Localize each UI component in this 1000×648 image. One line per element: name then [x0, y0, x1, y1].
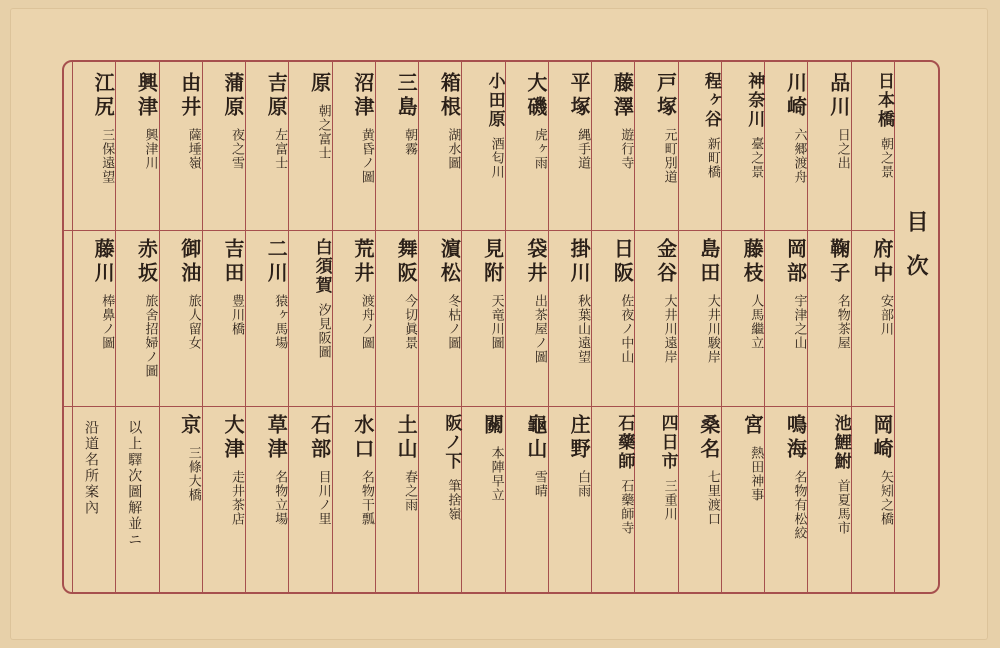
- column-divider: [288, 62, 289, 592]
- scene-title: 三保遠望: [99, 128, 115, 184]
- station-name: 由井: [177, 72, 202, 120]
- scene-title: 夜之雪: [229, 128, 245, 170]
- station-entry: [253, 414, 289, 592]
- station-entry: [469, 414, 505, 592]
- station-entry: [123, 238, 159, 408]
- station-entry: [859, 72, 892, 232]
- station-entry: [253, 72, 289, 232]
- station-entry: [815, 72, 851, 232]
- station-name: 藤枝: [740, 238, 765, 286]
- station-name: 戸塚: [653, 72, 678, 120]
- scene-title: 朝之景: [877, 137, 893, 179]
- scene-title: 熱田神事: [748, 446, 764, 502]
- column-divider: [375, 62, 376, 592]
- station-name: 二川: [264, 238, 289, 286]
- station-entry: [296, 238, 332, 408]
- station-name: 吉田: [221, 238, 246, 286]
- station-entry: [859, 414, 892, 592]
- station-entry: [772, 72, 808, 232]
- station-name: 桑名: [696, 414, 721, 462]
- column-divider: [159, 62, 160, 592]
- station-name: 見附: [480, 238, 505, 286]
- station-entry: [599, 238, 635, 408]
- station-name: 京: [177, 414, 202, 438]
- scene-title: 名物干瓢: [358, 470, 374, 526]
- station-name: 吉原: [264, 72, 289, 120]
- station-entry: [469, 72, 505, 232]
- station-entry: [80, 238, 116, 408]
- scene-title: 薩埵嶺: [185, 128, 201, 170]
- scene-title: 佐夜ノ中山: [618, 294, 634, 364]
- scene-title: 首夏馬市: [834, 479, 850, 535]
- station-entry: [513, 414, 546, 592]
- station-name: 岡部: [783, 238, 808, 286]
- scene-title: 日之出: [834, 128, 850, 170]
- station-name: 阪ノ下: [441, 414, 462, 471]
- scene-title: 三條大橋: [185, 446, 201, 502]
- station-name: 水口: [350, 414, 375, 462]
- station-name: 舞阪: [394, 238, 419, 286]
- column-divider: [634, 62, 635, 592]
- station-entry: [210, 414, 246, 592]
- column-divider: [332, 62, 333, 592]
- station-entry: [383, 414, 419, 592]
- scene-title: 人馬繼立: [748, 294, 764, 350]
- station-name: 程ヶ谷: [700, 72, 721, 129]
- station-name: 石部: [307, 414, 332, 462]
- station-entry: [426, 414, 462, 592]
- column-divider: [505, 62, 506, 592]
- station-entry: [167, 414, 200, 592]
- station-name: 藤澤: [610, 72, 635, 120]
- column-divider: [591, 62, 592, 592]
- station-name: 鳴海: [783, 414, 808, 462]
- station-name: 大磯: [523, 72, 548, 120]
- station-name: 白須賀: [311, 238, 332, 295]
- station-name: 神奈川: [744, 72, 765, 129]
- station-entry: [469, 238, 505, 408]
- station-entry: [513, 72, 546, 232]
- station-entry: [815, 238, 851, 408]
- station-name: 土山: [394, 414, 419, 462]
- station-entry: [426, 238, 462, 408]
- station-entry: [210, 72, 246, 232]
- station-name: 府中: [869, 238, 894, 286]
- station-name: 大津: [221, 414, 246, 462]
- station-name: 庄野: [567, 414, 592, 462]
- scene-title: 遊行寺: [618, 128, 634, 170]
- scene-title: 大井川駿岸: [704, 294, 720, 364]
- station-name: 平塚: [567, 72, 592, 120]
- scene-title: 酒匂川: [488, 137, 504, 179]
- scene-title: 虎ヶ雨: [531, 128, 547, 170]
- station-entry: [340, 72, 373, 232]
- station-name: 江尻: [91, 72, 116, 120]
- station-name: 興津: [134, 72, 159, 120]
- station-entry: [296, 72, 332, 232]
- station-name: 御油: [177, 238, 202, 286]
- scene-title: 旅人留女: [185, 294, 201, 350]
- scene-title: 目川ノ里: [315, 470, 331, 526]
- scene-title: 朝霧: [402, 128, 418, 156]
- column-divider: [461, 62, 462, 592]
- scene-title: 大井川遠岸: [661, 294, 677, 364]
- table-of-contents: [62, 60, 940, 594]
- scene-title: 宇津之山: [791, 294, 807, 350]
- station-name: 原: [307, 72, 332, 96]
- scene-title: 名物有松絞: [791, 470, 807, 540]
- station-entry: [383, 72, 419, 232]
- station-entry: [426, 72, 462, 232]
- station-entry: [599, 72, 635, 232]
- station-name: 藤川: [91, 238, 116, 286]
- scene-title: 縄手道: [575, 128, 591, 170]
- station-entry: [642, 238, 678, 408]
- station-name: 品川: [826, 72, 851, 120]
- station-entry: [686, 238, 719, 408]
- station-name: 池鯉鮒: [830, 414, 851, 471]
- station-entry: [815, 414, 851, 592]
- scene-title: 名物茶屋: [834, 294, 850, 350]
- scene-title: 白雨: [575, 470, 591, 498]
- station-entry: [686, 414, 719, 592]
- station-name: 四日市: [657, 414, 678, 471]
- station-name: 荒井: [350, 238, 375, 286]
- station-entry: [556, 238, 592, 408]
- station-name: 小田原: [484, 72, 505, 129]
- station-name: 掛川: [567, 238, 592, 286]
- station-name: 濵松: [437, 238, 462, 286]
- scene-title: 湖水圖: [445, 128, 461, 170]
- scene-title: 今切眞景: [402, 294, 418, 350]
- station-name: 宮: [740, 414, 765, 438]
- station-entry: [729, 238, 765, 408]
- scene-title: 渡舟ノ圖: [358, 294, 374, 350]
- station-entry: [599, 414, 635, 592]
- scene-title: 黄昏ノ圖: [358, 128, 374, 184]
- station-name: 金谷: [653, 238, 678, 286]
- scene-title: 元町別道: [661, 128, 677, 184]
- station-entry: [123, 72, 159, 232]
- appendix-note: 沿道名所案內: [83, 420, 99, 516]
- station-name: 沼津: [350, 72, 375, 120]
- scene-title: 六郷渡舟: [791, 128, 807, 184]
- station-name: 日本橋: [873, 72, 894, 129]
- column-divider: [548, 62, 549, 592]
- scene-title: 臺之景: [748, 137, 764, 179]
- appendix-note: 以上驛次圖解並ニ: [126, 420, 143, 548]
- station-name: 岡崎: [869, 414, 894, 462]
- station-entry: [340, 414, 373, 592]
- scene-title: 左富士: [272, 128, 288, 170]
- column-divider: [72, 62, 73, 592]
- column-divider: [202, 62, 203, 592]
- station-name: 石藥師: [614, 414, 635, 471]
- station-entry: [729, 72, 765, 232]
- station-entry: [383, 238, 419, 408]
- station-entry: [859, 238, 892, 408]
- scene-title: 新町橋: [704, 137, 720, 179]
- station-entry: [80, 72, 116, 232]
- station-entry: [210, 238, 246, 408]
- station-name: 日阪: [610, 238, 635, 286]
- station-entry: [556, 72, 592, 232]
- station-name: 三島: [394, 72, 419, 120]
- station-entry: [642, 414, 678, 592]
- station-name: 袋井: [523, 238, 548, 286]
- column-divider: [721, 62, 722, 592]
- scene-title: 走井茶店: [229, 470, 245, 526]
- column-divider: [807, 62, 808, 592]
- station-name: 草津: [264, 414, 289, 462]
- scene-title: 猿ヶ馬場: [272, 294, 288, 350]
- scene-title: 旅舍招婦ノ圖: [142, 294, 158, 378]
- station-entry: [729, 414, 765, 592]
- column-divider: [894, 62, 895, 592]
- station-entry: [686, 72, 719, 232]
- scene-title: 冬枯ノ圖: [445, 294, 461, 350]
- scene-title: 本陣早立: [488, 446, 504, 502]
- station-entry: [772, 238, 808, 408]
- station-entry: [340, 238, 373, 408]
- station-entry: [556, 414, 592, 592]
- station-name: 箱根: [437, 72, 462, 120]
- station-entry: [513, 238, 546, 408]
- station-name: 鞠子: [826, 238, 851, 286]
- scene-title: 安部川: [877, 294, 893, 336]
- scene-title: 石藥師寺: [618, 479, 634, 535]
- scene-title: 雪晴: [531, 470, 547, 498]
- column-divider: [678, 62, 679, 592]
- scene-title: 豊川橋: [229, 294, 245, 336]
- scene-title: 興津川: [142, 128, 158, 170]
- scene-title: 春之雨: [402, 470, 418, 512]
- scene-title: 七里渡口: [704, 470, 720, 526]
- scene-title: 筆捨嶺: [445, 479, 461, 521]
- column-divider: [764, 62, 765, 592]
- station-entry: [642, 72, 678, 232]
- scene-title: 出茶屋ノ圖: [531, 294, 547, 364]
- station-entry: [167, 72, 200, 232]
- station-entry: [253, 238, 289, 408]
- station-name: 赤坂: [134, 238, 159, 286]
- scene-title: 朝之富士: [315, 104, 331, 160]
- scene-title: 三重川: [661, 479, 677, 521]
- station-entry: [296, 414, 332, 592]
- station-entry: [167, 238, 200, 408]
- column-divider: [851, 62, 852, 592]
- station-name: 關: [480, 414, 505, 438]
- column-divider: [418, 62, 419, 592]
- scene-title: 棒鼻ノ圖: [99, 294, 115, 350]
- scene-title: 名物立場: [272, 470, 288, 526]
- scene-title: 矢矧之橋: [877, 470, 893, 526]
- station-name: 島田: [696, 238, 721, 286]
- page-title: 目次: [903, 210, 929, 298]
- scene-title: 汐見阪圖: [315, 303, 331, 359]
- station-entry: [772, 414, 808, 592]
- station-name: 川崎: [783, 72, 808, 120]
- column-divider: [245, 62, 246, 592]
- station-name: 龜山: [523, 414, 548, 462]
- station-name: 蒲原: [221, 72, 246, 120]
- scene-title: 天竜川圖: [488, 294, 504, 350]
- scene-title: 秋葉山遠望: [575, 294, 591, 364]
- column-divider: [115, 62, 116, 592]
